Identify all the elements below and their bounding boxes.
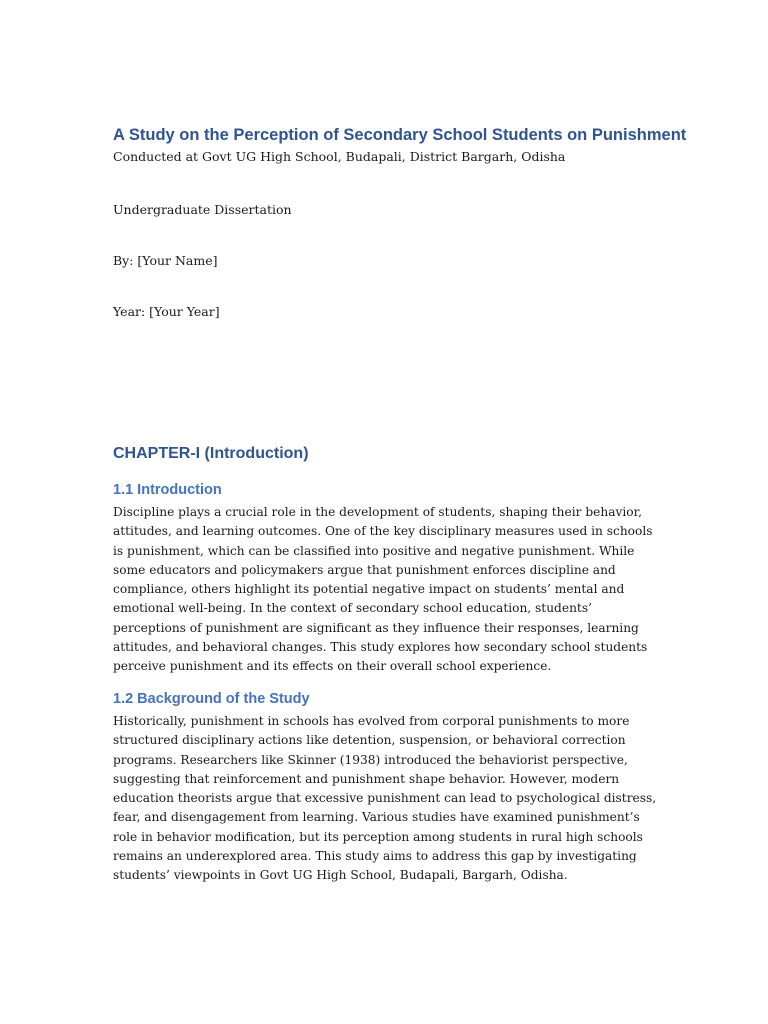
- section-heading-background: 1.2 Background of the Study: [113, 691, 310, 707]
- document-page: [113, 124, 687, 883]
- chapter-heading: CHAPTER-I (Introduction): [113, 445, 309, 462]
- section-heading-introduction: 1.1 Introduction: [113, 482, 222, 498]
- year-line: Year: [Your Year]: [113, 304, 220, 319]
- section-body-introduction: Discipline plays a crucial role in the development of students, shaping their behavior, attitudes, and learning outcomes. One of the key disciplinary measures used in schools is punishment, which can be classified into positive and negative punishment. While some educators and policymakers argue that punishment enforces discipline and compliance, others highlight its potential negative impact on students’ mental and emotional well-being. In the context of secondary school education, students’ perceptions of punishment are significant as they influence their responses, learning attitudes, and behavioral changes. This study explores how secondary school students perceive punishment and its effects on their overall school experience.: [113, 505, 653, 674]
- dissertation-type: Undergraduate Dissertation: [113, 202, 292, 217]
- document-subtitle: Conducted at Govt UG High School, Budapali, District Bargarh, Odisha: [113, 149, 566, 164]
- author-line: By: [Your Name]: [113, 253, 218, 268]
- document-title: A Study on the Perception of Secondary School Students on Punishment: [113, 126, 687, 144]
- section-body-background: Historically, punishment in schools has evolved from corporal punishments to more structured disciplinary actions like detention, suspension, or behavioral correction programs. Researchers like Skinner (1938) introduced the behaviorist perspective, suggesting that reinforcement and punishment shape behavior. However, modern education theorists argue that excessive punishment can lead to psychological distress, fear, and disengagement from learning. Various studies have examined punishment’s role in behavior modification, but its perception among students in rural high schools remains an underexplored area. This study aims to address this gap by investigating students’ viewpoints in Govt UG High School, Budapali, Bargarh, Odisha.: [113, 714, 657, 883]
